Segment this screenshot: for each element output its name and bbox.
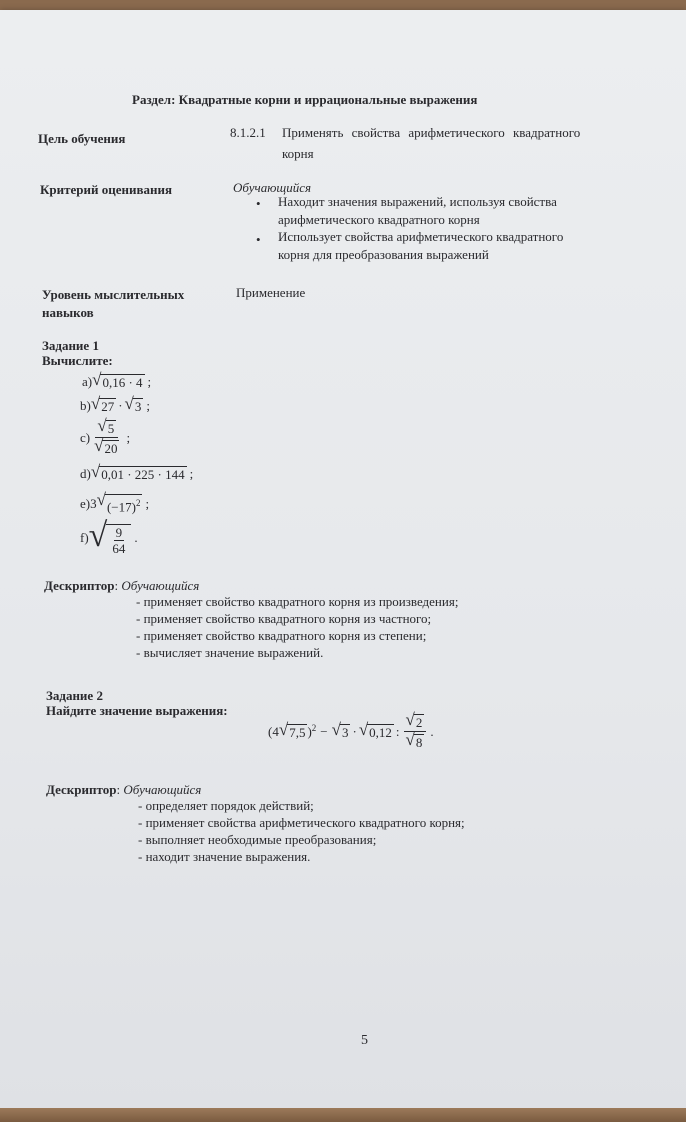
descriptor1-item: - применяет свойство квадратного корня из произведения;: [136, 594, 459, 609]
criterion-item-1-line1: Находит значения выражений, используя свойства: [278, 194, 557, 209]
expr-end: .: [430, 723, 434, 739]
item-a-end: ;: [147, 373, 152, 389]
sqrt-icon: √ 7,5: [278, 720, 306, 740]
task1-item-f: [80, 517, 138, 556]
task1-item-b: [80, 396, 150, 415]
sqrt-icon: √ 20: [94, 436, 118, 456]
expr-open: (4: [268, 723, 279, 739]
task1-item-a: [82, 372, 151, 391]
goal-text-line1: Применять свойства арифметического квадратного: [282, 125, 581, 140]
item-d-radicand: 0,01 · 225 · 144: [101, 467, 185, 482]
page-number: 5: [361, 1033, 368, 1048]
expr-power: 2: [311, 722, 317, 733]
task1-item-e: [80, 492, 149, 515]
task1-item-d: [80, 464, 193, 483]
criterion-label: Критерий оценивания: [40, 182, 173, 197]
sqrt-icon: √ 0,12: [358, 720, 392, 740]
item-c-den: 20: [104, 441, 118, 456]
fraction: [404, 712, 427, 751]
item-b-label: b): [80, 397, 91, 413]
descriptor2-label: Дескриптор: [46, 782, 117, 797]
item-e-power: 2: [135, 498, 141, 508]
item-e-radicand: (−17): [106, 499, 136, 515]
sqrt-icon: √ 3: [124, 394, 142, 414]
task1-instruction: Вычислите:: [42, 353, 113, 368]
sqrt-icon: √ 3: [331, 720, 349, 740]
descriptor2-item: - находит значение выражения.: [138, 849, 311, 864]
expr-num: 2: [415, 715, 423, 730]
expr-colon: :: [395, 723, 400, 739]
expr-close: ): [307, 723, 312, 739]
sqrt-icon: √ 8: [405, 730, 423, 750]
fraction: [110, 525, 127, 556]
item-f-end: .: [134, 530, 138, 545]
task2-title: Задание 2: [46, 688, 103, 703]
item-f-den: 64: [112, 541, 126, 556]
item-c-num: 5: [107, 421, 115, 436]
section-title: Раздел: Квадратные корни и иррациональные выражения: [132, 92, 478, 107]
goal-label: Цель обучения: [38, 131, 126, 146]
skill-level-label-line1: Уровень мыслительных: [42, 287, 185, 302]
descriptor2: Дескриптор: Обучающийся: [46, 782, 202, 797]
item-b-radicand1: 27: [101, 399, 115, 414]
skill-level-value: Применение: [236, 285, 306, 300]
criterion-item-2-line1: Использует свойства арифметического квадратного: [278, 229, 564, 244]
descriptor1: Дескриптор: Обучающийся: [44, 578, 200, 593]
sqrt-icon: √ 0,01 · 225 · 144: [90, 462, 185, 482]
task2-expression: [268, 712, 434, 751]
descriptor1-label: Дескриптор: [44, 578, 115, 593]
item-c-end: ;: [126, 429, 131, 445]
item-b-dot: ·: [118, 397, 123, 413]
bullet-icon: •: [256, 232, 261, 247]
item-b-end: ;: [146, 397, 150, 413]
descriptor2-item: - выполняет необходимые преобразования;: [138, 832, 377, 847]
item-d-end: ;: [189, 465, 194, 481]
sqrt-icon: √ 27: [90, 394, 115, 414]
sqrt-icon: √ $(-17)^2$: [96, 490, 141, 515]
goal-text-line2: корня: [282, 146, 314, 161]
item-f-num: 9: [115, 525, 123, 540]
expr-den: 8: [415, 735, 423, 750]
item-f-label: f): [80, 530, 89, 545]
descriptor2-intro: Обучающийся: [123, 782, 202, 797]
item-e-label: e): [80, 495, 91, 511]
sqrt-icon: √ 0,16 · 4: [92, 370, 143, 390]
descriptor2-item: - применяет свойства арифметического квадратного корня;: [138, 815, 465, 830]
goal-code: 8.1.2.1: [230, 125, 266, 140]
criterion-item-1-line2: арифметического квадратного корня: [278, 212, 480, 227]
item-b-radicand2: 3: [134, 399, 142, 414]
item-d-label: d): [80, 465, 91, 481]
descriptor1-intro: Обучающийся: [121, 578, 200, 593]
expr-minus: −: [320, 723, 328, 739]
expr-r2: 3: [341, 725, 349, 740]
fraction: [92, 418, 121, 457]
sqrt-icon: √ 2: [405, 710, 423, 730]
expr-r1: 7,5: [289, 725, 306, 740]
expr-r3: 0,12: [369, 725, 392, 740]
criterion-item-2-line2: корня для преобразования выражений: [278, 247, 489, 262]
descriptor1-item: - вычисляет значение выражений.: [136, 645, 324, 660]
task2-instruction: Найдите значение выражения:: [46, 703, 228, 718]
criterion-intro: Обучающийся: [233, 180, 312, 195]
descriptor1-item: - применяет свойство квадратного корня из частного;: [136, 611, 432, 626]
skill-level-label-line2: навыков: [42, 305, 94, 320]
bullet-icon: •: [256, 196, 261, 211]
item-c-label: c): [80, 429, 91, 445]
item-a-label: a): [82, 373, 93, 389]
item-a-radicand: 0,16 · 4: [102, 375, 143, 390]
paper-sheet: [0, 10, 686, 1110]
sqrt-icon: √ $\frac{9}{64}$: [89, 520, 132, 556]
sqrt-icon: √ 5: [97, 416, 115, 436]
descriptor1-item: - применяет свойство квадратного корня из степени;: [136, 628, 427, 643]
task1-title: Задание 1: [42, 338, 99, 353]
item-e-coef: 3: [90, 495, 97, 511]
desk-edge: [0, 1108, 686, 1122]
expr-dot: ·: [352, 723, 357, 739]
descriptor2-item: - определяет порядок действий;: [138, 798, 314, 813]
task1-item-c: [80, 418, 130, 457]
item-e-end: ;: [145, 495, 150, 511]
